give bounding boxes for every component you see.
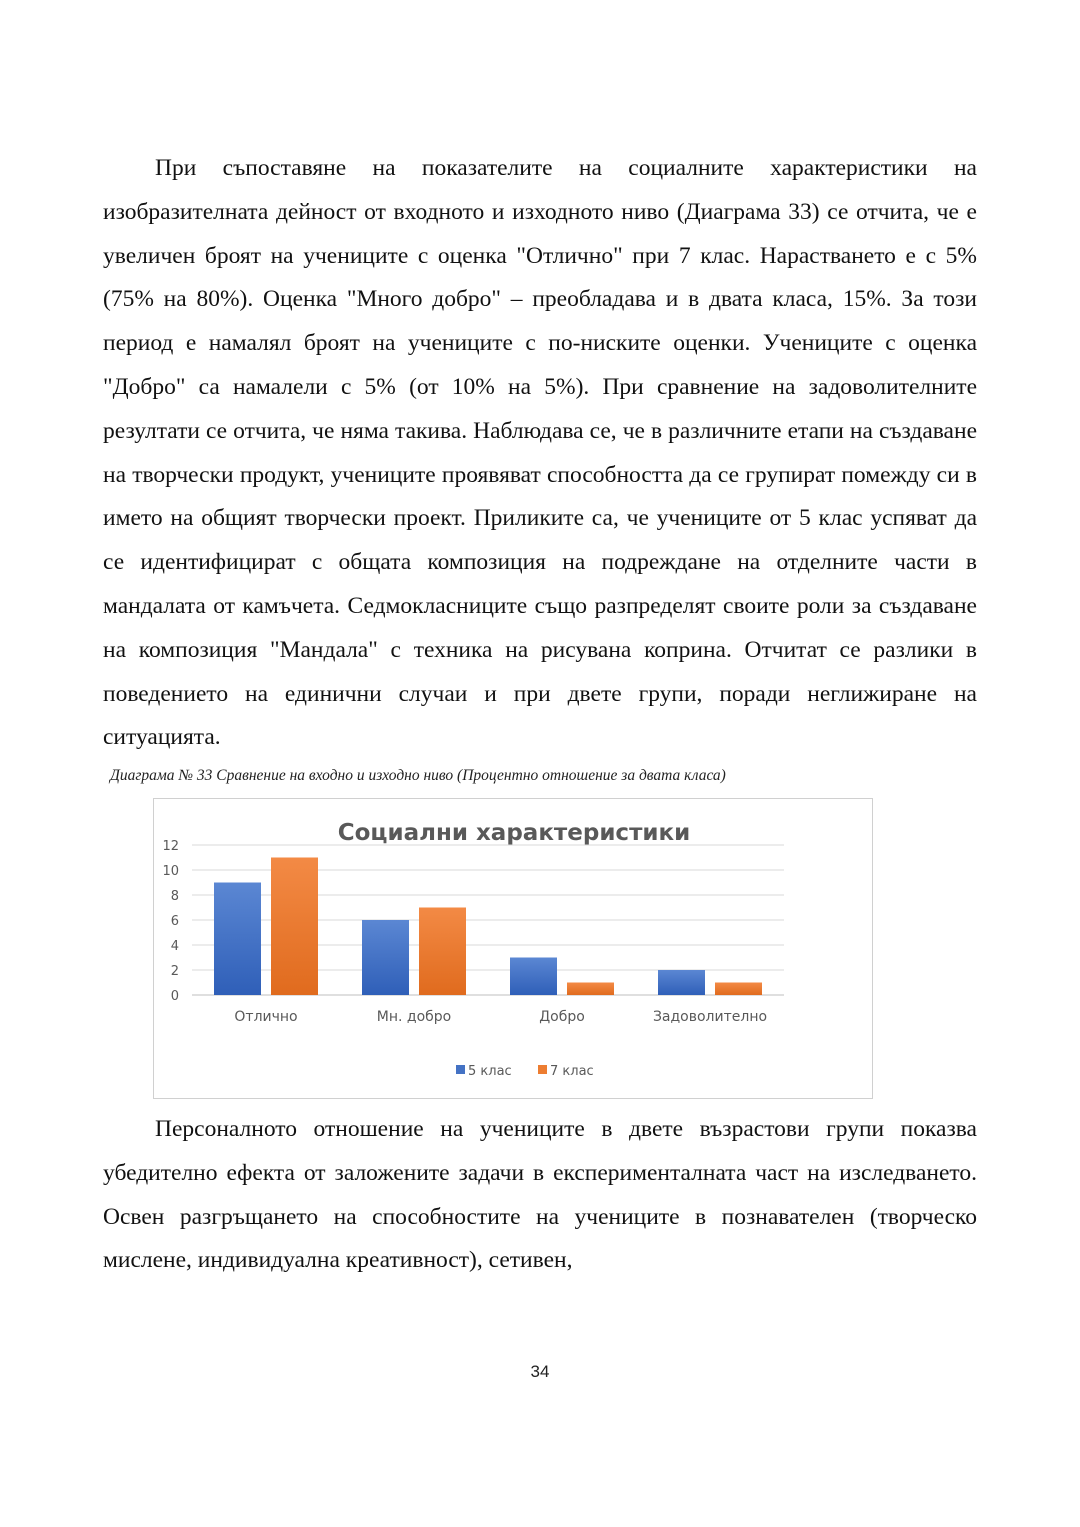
bar	[214, 883, 261, 996]
y-tick-label: 0	[170, 989, 179, 1004]
bar	[658, 970, 705, 995]
x-tick-label: Мн. добро	[376, 1009, 452, 1025]
bar	[510, 958, 557, 996]
bar	[419, 908, 466, 996]
y-tick-label: 6	[170, 914, 179, 929]
bar	[362, 920, 409, 995]
paragraph-1: При съпоставяне на показателите на социалните характеристики на изобразителната дейност от входното и изходното ниво (Диаграма 33) се отчита, че е увеличен броят на учениците с оценка "Отлично" при 7 клас. Нарастването е с 5% (75% на 80%). Оценка "Много добро" – преобладава и в двата класа, 15%. За този период е намалял броят на учениците с по-ниските оценки. Учениците с оценка "Добро" са намалели с 5% (от 10% на 5%). При сравнение на задоволителните резултати се отчита, че няма такива. Наблюдава се, че в различните етапи на създаване на творчески продукт, учениците проявяват способността да се групират помежду си в името на общият творчески проект. Приликите са, че учениците от 5 клас успяват да се идентифицират с общата композиция на подреждане на отделните части в мандалата от камъчета. Седмокласниците също разпределят своите роли за създаване на композиция "Мандала" с техника на рисувана коприна. Отчитат се разлики в поведението на единични случаи и при двете групи, поради неглижиране на ситуацията.	[103, 155, 977, 751]
chart-frame	[153, 798, 873, 1099]
page-number: 34	[530, 1362, 550, 1381]
chart-title: Социални характеристики	[337, 820, 691, 846]
bar-chart	[154, 799, 874, 1100]
legend-swatch	[538, 1065, 547, 1074]
legend-label: 5 клас	[468, 1064, 512, 1079]
paragraph-2: Персоналното отношение на учениците в двете възрастови групи показва убедително ефекта от заложените задачи в експерименталната част на изследването. Освен разгръщането на способностите на учениците в познавателен (творческо мислене, индивидуална креативност), сетивен,	[103, 1116, 977, 1274]
x-tick-label: Отлично	[234, 1009, 298, 1025]
bar	[567, 983, 614, 996]
bar	[715, 983, 762, 996]
x-tick-label: Добро	[539, 1009, 585, 1025]
bar	[271, 858, 318, 996]
legend-label: 7 клас	[550, 1064, 594, 1079]
legend-swatch	[456, 1065, 465, 1074]
y-tick-label: 2	[170, 964, 179, 979]
y-tick-label: 10	[162, 864, 179, 879]
y-tick-label: 12	[162, 839, 179, 854]
y-tick-label: 8	[170, 889, 179, 904]
x-tick-label: Задоволително	[652, 1009, 768, 1025]
y-tick-label: 4	[170, 939, 179, 954]
figure-caption: Диаграма № 33 Сравнение на входно и изходно ниво (Процентно отношение за двата класа)	[110, 767, 726, 784]
